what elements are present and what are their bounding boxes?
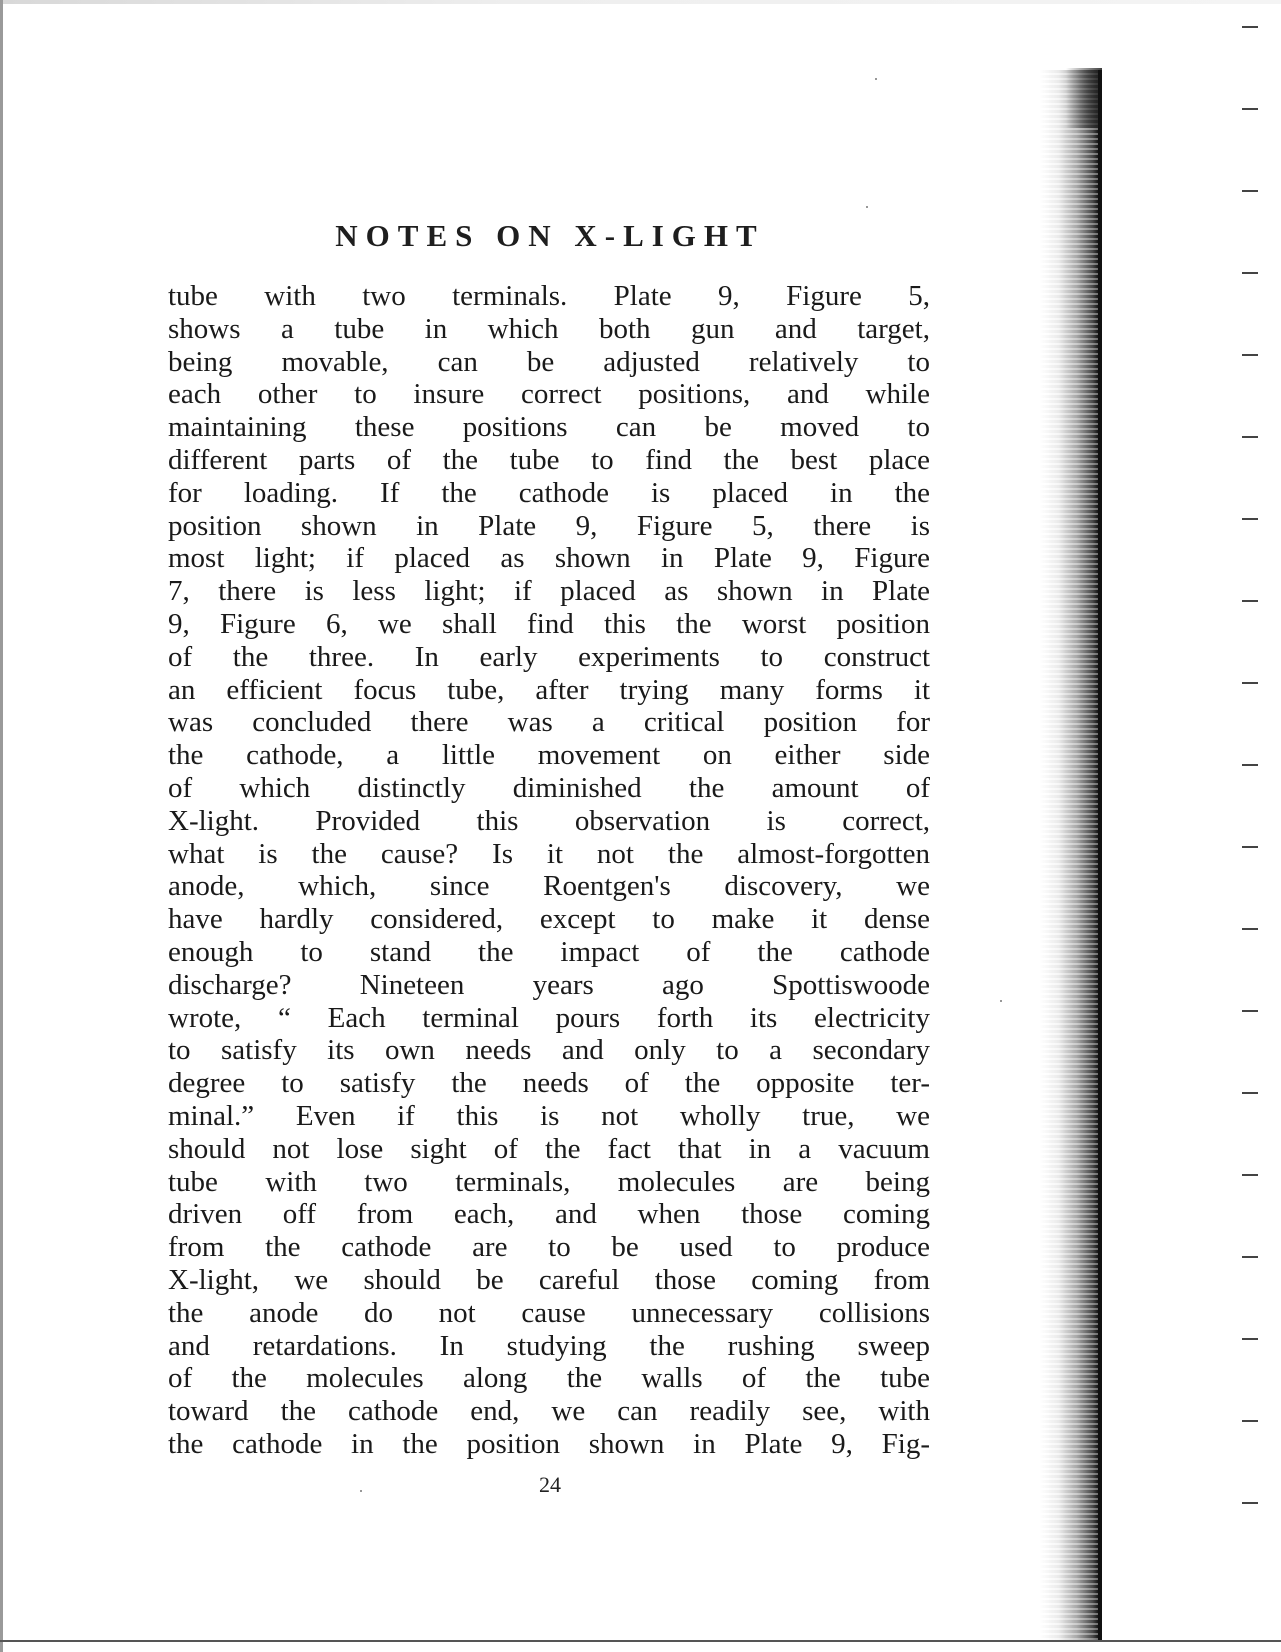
scan-bottom-edge — [0, 1640, 1281, 1642]
text-line: was concluded there was a critical position for — [168, 706, 930, 739]
text-line: driven off from each, and when those coming — [168, 1198, 930, 1231]
text-line: 7, there is less light; if placed as shown in Plate — [168, 575, 930, 608]
margin-tick — [1242, 518, 1258, 520]
text-line: most light; if placed as shown in Plate 9, Figure — [168, 542, 930, 575]
text-line: anode, which, since Roentgen's discovery, we — [168, 870, 930, 903]
margin-tick — [1242, 272, 1258, 274]
text-line: should not lose sight of the fact that in a vacuum — [168, 1132, 930, 1165]
text-line: wrote, “ Each terminal pours forth its electricity — [168, 1001, 930, 1034]
margin-tick — [1242, 1420, 1258, 1422]
body-text — [168, 280, 930, 1461]
text-line: degree to satisfy the needs of the opposite ter- — [168, 1067, 930, 1100]
text-line: the cathode in the position shown in Plate 9, Fig- — [168, 1427, 930, 1460]
text-line: what is the cause? Is it not the almost-forgotten — [168, 837, 930, 870]
binding-shadow — [1040, 70, 1102, 1640]
text-line: the cathode, a little movement on either side — [168, 739, 930, 772]
margin-tick — [1242, 26, 1258, 28]
text-line: X-light, we should be careful those coming from — [168, 1263, 930, 1296]
text-line: the anode do not cause unnecessary collisions — [168, 1296, 930, 1329]
text-line: from the cathode are to be used to produce — [168, 1231, 930, 1264]
text-line: of which distinctly diminished the amount of — [168, 771, 930, 804]
text-line: of the three. In early experiments to construct — [168, 640, 930, 673]
text-line: to satisfy its own needs and only to a secondary — [168, 1034, 930, 1067]
text-line: tube with two terminals, molecules are being — [168, 1165, 930, 1198]
text-line: shows a tube in which both gun and target, — [168, 312, 930, 345]
scan-left-edge — [0, 0, 3, 1652]
margin-tick — [1242, 1338, 1258, 1340]
scan-speck — [360, 1490, 362, 1492]
text-line: of the molecules along the walls of the tube — [168, 1362, 930, 1395]
margin-tick — [1242, 190, 1258, 192]
margin-tick — [1242, 354, 1258, 356]
margin-tick — [1242, 108, 1258, 110]
text-line: 9, Figure 6, we shall find this the worst position — [168, 607, 930, 640]
text-line: and retardations. In studying the rushing sweep — [168, 1329, 930, 1362]
text-line: for loading. If the cathode is placed in the — [168, 476, 930, 509]
scan-speck — [866, 206, 868, 208]
scan-speck — [1000, 1000, 1002, 1002]
margin-tick — [1242, 600, 1258, 602]
margin-tick — [1242, 436, 1258, 438]
margin-tick — [1242, 764, 1258, 766]
text-line: have hardly considered, except to make it dense — [168, 903, 930, 936]
text-line: enough to stand the impact of the cathode — [168, 935, 930, 968]
text-line: discharge? Nineteen years ago Spottiswoode — [168, 968, 930, 1001]
running-head: NOTES ON X-LIGHT — [335, 218, 765, 253]
binding-edge-line — [1098, 70, 1102, 1640]
text-line: different parts of the tube to find the best place — [168, 443, 930, 476]
text-line: minal.” Even if this is not wholly true, we — [168, 1099, 930, 1132]
scan-speck — [875, 78, 877, 80]
margin-tick-marks — [1242, 0, 1262, 1652]
text-line: being movable, can be adjusted relatively to — [168, 345, 930, 378]
text-line: an efficient focus tube, after trying many forms it — [168, 673, 930, 706]
page-number: 24 — [539, 1472, 561, 1497]
margin-tick — [1242, 682, 1258, 684]
scan-top-edge — [0, 0, 1281, 4]
text-line: X-light. Provided this observation is correct, — [168, 804, 930, 837]
text-line: position shown in Plate 9, Figure 5, there is — [168, 509, 930, 542]
margin-tick — [1242, 1256, 1258, 1258]
margin-tick — [1242, 928, 1258, 930]
text-line: toward the cathode end, we can readily see, with — [168, 1395, 930, 1428]
binding-top-notch — [1066, 68, 1102, 128]
margin-tick — [1242, 1010, 1258, 1012]
text-line: maintaining these positions can be moved to — [168, 411, 930, 444]
text-line: each other to insure correct positions, and while — [168, 378, 930, 411]
text-line: tube with two terminals. Plate 9, Figure 5, — [168, 280, 930, 312]
margin-tick — [1242, 846, 1258, 848]
margin-tick — [1242, 1502, 1258, 1504]
margin-tick — [1242, 1092, 1258, 1094]
margin-tick — [1242, 1174, 1258, 1176]
